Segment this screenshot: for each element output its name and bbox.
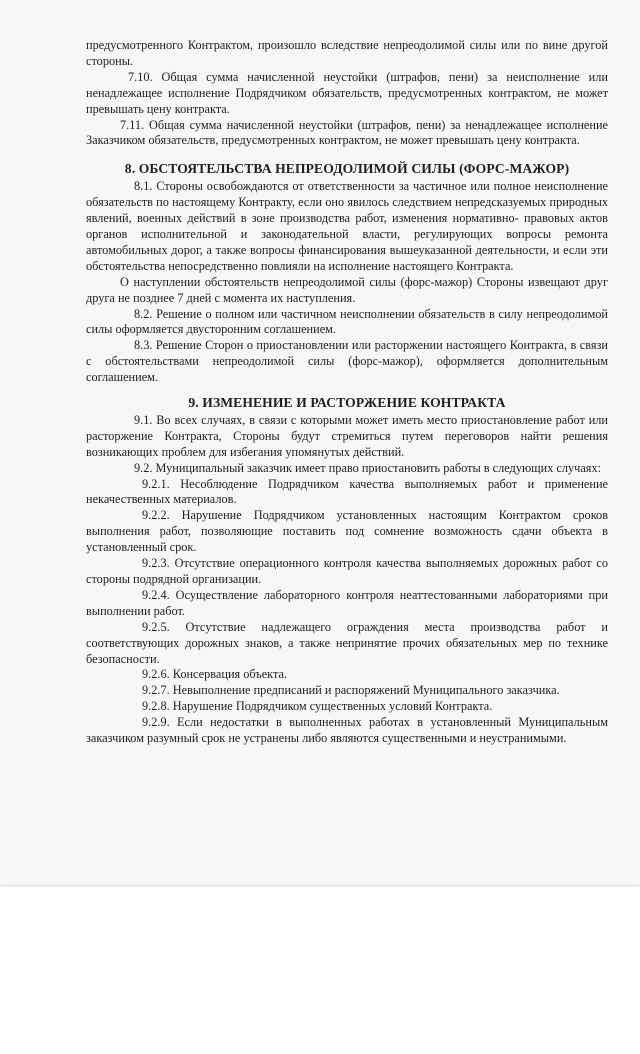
list-item-9-2-6: 9.2.6. Консервация объекта. xyxy=(142,667,288,682)
paragraph-9-1: 9.1. Во всех случаях, в связи с которыми может иметь место приостановление работ или расторжение Контракта, Стороны будут стремиться путем переговоров найти решения возникающих проблем для избегания упомянутых действий. xyxy=(86,412,608,459)
paragraph-7-9-tail: предусмотренного Контрактом, произошло вследствие непреодолимой силы или по вине другой стороны. xyxy=(86,38,608,68)
list-item-9-2-3: 9.2.3. Отсутствие операционного контроля качества выполняемых дорожных работ со стороны подрядной организации. xyxy=(86,556,608,586)
paragraph-9-2: 9.2. Муниципальный заказчик имеет право приостановить работы в следующих случаях: xyxy=(134,460,602,475)
paragraph-8-2: 8.2. Решение о полном или частичном неисполнении обязательств в силу непреодолимой силы оформляется двусторонним соглашением. xyxy=(86,306,608,337)
section-8-heading: 8. ОБСТОЯТЕЛЬСТВА НЕПРЕОДОЛИМОЙ СИЛЫ (ФОРС-МАЖОР) xyxy=(124,161,570,177)
paragraph-8-1: 8.1. Стороны освобождаются от ответственности за частичное или полное неисполнение обязательств по настоящему Контракту, если оно явилось следствием непредсказуемых природных явлений, военных действий в зоне производства работ, изменения нормативно- правовых актов органов исполнительной и законодательной власти, регулирующих вопросы ремонта автомобильных дорог, а также вопросы финансирования вышеуказанной деятельности, и если эти обстоятельства непосредственно повлияли на исполнение настоящего Контракта. xyxy=(86,179,608,273)
section-9-heading: 9. ИЗМЕНЕНИЕ И РАСТОРЖЕНИЕ КОНТРАКТА xyxy=(188,395,506,411)
list-item-9-2-5: 9.2.5. Отсутствие надлежащего ограждения места производства работ и соответствующих дорожных знаков, а также непринятие прочих обязательных мер по технике безопасности. xyxy=(86,619,608,666)
list-item-9-2-7: 9.2.7. Невыполнение предписаний и распоряжений Муниципального заказчика. xyxy=(142,683,560,698)
paragraph-7-11: 7.11. Общая сумма начисленной неустойки (штрафов, пени) за ненадлежащее исполнение Заказчиком обязательств, предусмотренных контрактом, не может превышать цену контракта. xyxy=(86,117,608,148)
list-item-9-2-2: 9.2.2. Нарушение Подрядчиком установленных настоящим Контрактом сроков выполнения работ, позволяющие поставить под сомнение возможность сдачи объекта в установленный срок. xyxy=(86,508,608,555)
list-item-9-2-1: 9.2.1. Несоблюдение Подрядчиком качества выполняемых работ и применение некачественных материалов. xyxy=(86,476,608,507)
paragraph-7-10: 7.10. Общая сумма начисленной неустойки (штрафов, пени) за неисполнение или ненадлежащее исполнение Подрядчиком обязательств, предусмотренных контрактом, не может превышать цену контракта. xyxy=(86,69,608,116)
suspension-cases-list xyxy=(86,477,608,747)
paragraph-8-3: 8.3. Решение Сторон о приостановлении или расторжении настоящего Контракта, в связи с обстоятельствами непреодолимой силы (форс-мажор), оформляется дополнительным соглашением. xyxy=(86,338,608,385)
list-item-9-2-4: 9.2.4. Осуществление лабораторного контроля неаттестованными лабораториями при выполнении работ. xyxy=(86,587,608,618)
list-item-9-2-8: 9.2.8. Нарушение Подрядчиком существенных условий Контракта. xyxy=(142,699,493,714)
list-item-9-2-9: 9.2.9. Если недостатки в выполненных работах в установленный Муниципальным заказчиком разумный срок не устранены либо являются существенными и неустранимыми. xyxy=(86,715,608,746)
document-body xyxy=(86,38,608,747)
paragraph-8-force-majeure-notice: О наступлении обстоятельств непреодолимой силы (форс-мажор) Стороны извещают друг друга не позднее 7 дней с момента их наступления. xyxy=(86,274,608,305)
